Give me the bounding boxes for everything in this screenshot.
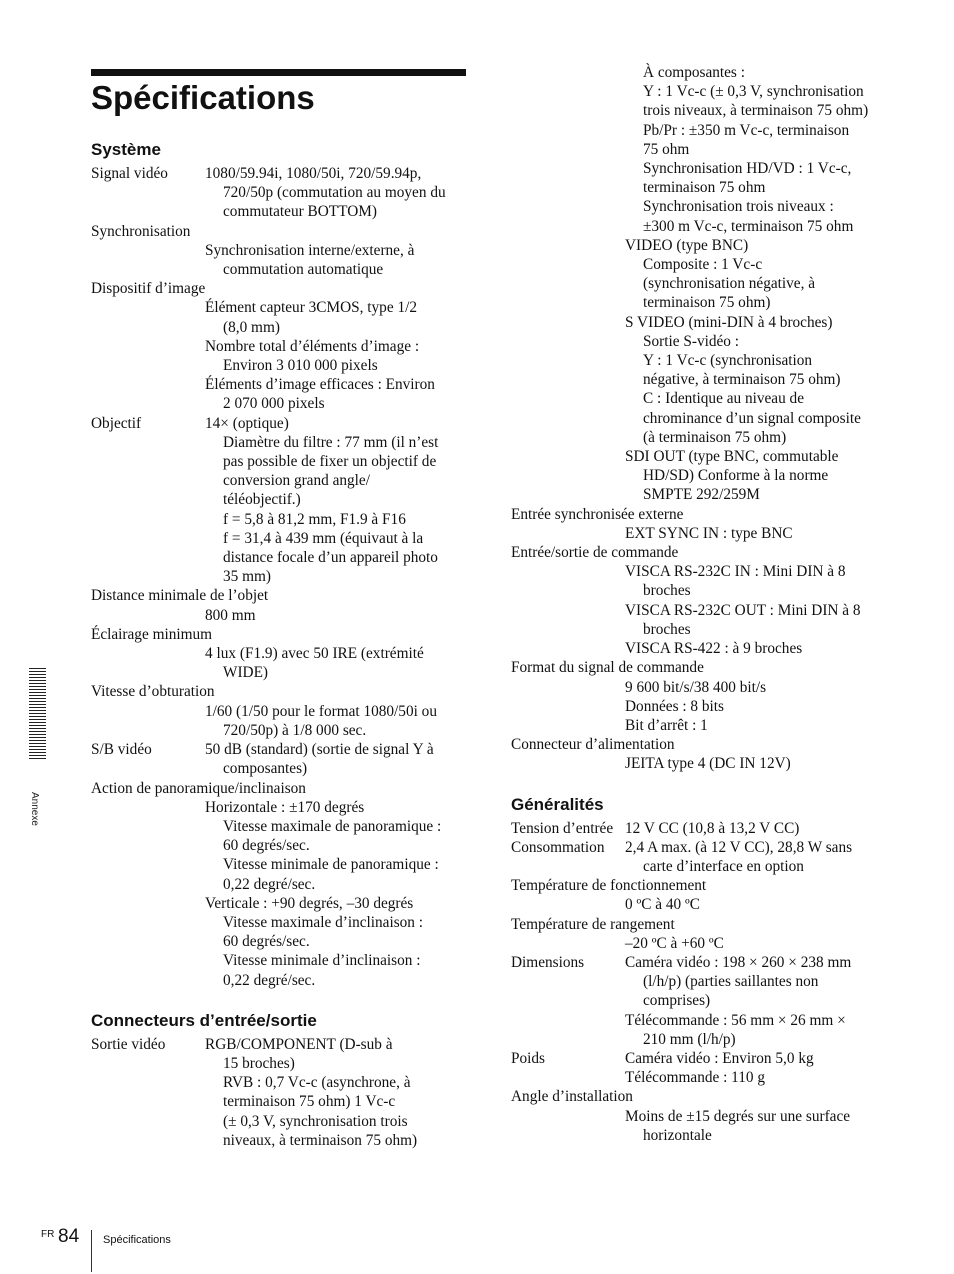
page-title: Spécifications [91,79,315,116]
spec-value-line: distance focale d’un appareil photo [223,549,438,567]
spec-value-line: Vitesse maximale d’inclinaison : [223,913,424,931]
spec-value-line: 720/50p) à 1/8 000 sec. [223,721,367,739]
spec-value-line: pas possible de fixer un objectif de [223,453,437,471]
section-gap [511,774,896,794]
connecteurs-spec-list [91,1035,466,1150]
footer-page-number: 84 [58,1226,80,1247]
spec-value-line: VISCA RS-422 : à 9 broches [625,640,803,658]
right-column [511,63,896,1145]
spec-label: Action de panoramique/inclinaison [91,779,306,797]
side-tab-label: Annexe [29,792,40,826]
spec-label: Sortie vidéo [91,1035,166,1053]
spec-value-line: composantes) [223,760,308,778]
spec-item [511,915,896,953]
generalites-spec-list [511,819,896,1145]
spec-label: Entrée synchronisée externe [511,505,684,523]
spec-item [511,819,896,838]
spec-label: Objectif [91,414,142,432]
spec-value-line: S VIDEO (mini-DIN à 4 broches) [625,313,833,331]
spec-value-line: Pb/Pr : ±350 m Vc-c, terminaison [643,121,850,139]
section-tab-marker [29,668,46,759]
spec-item [91,414,466,587]
spec-value-line: À composantes : [643,64,745,81]
spec-value-line: 2,4 A max. (à 12 V CC), 28,8 W sans [625,838,853,856]
spec-value-line: C : Identique au niveau de [643,390,804,408]
spec-value-line: 75 ohm [643,140,690,158]
spec-label: Dispositif d’image [91,280,206,298]
spec-value-line: HD/SD) Conforme à la norme [643,467,829,485]
spec-value-line: 1080/59.94i, 1080/50i, 720/59.94p, [205,165,422,182]
spec-value-line: broches [643,620,691,638]
spec-value-line: (à terminaison 75 ohm) [643,428,787,446]
spec-value-line: –20 ºC à +60 ºC [625,934,724,952]
spec-value-line: broches [643,582,691,600]
spec-value-line: terminaison 75 ohm) 1 Vc-c [223,1093,396,1111]
spec-value-line: RGB/COMPONENT (D-sub à [205,1035,393,1053]
spec-value-line: JEITA type 4 (DC IN 12V) [625,755,791,773]
spec-value-line: (8,0 mm) [223,318,280,336]
spec-value-line: Verticale : +90 degrés, –30 degrés [205,894,414,912]
spec-item [91,164,466,222]
spec-item [511,838,896,876]
spec-label: Vitesse d’obturation [91,683,215,701]
spec-item [511,658,896,735]
spec-value-line: SDI OUT (type BNC, commutable [625,448,839,466]
spec-label: S/B vidéo [91,741,152,759]
spec-value-line: 720/50p (commutation au moyen du [223,184,446,202]
spec-value-line: 12 V CC (10,8 à 13,2 V CC) [625,819,800,837]
spec-value-line: Composite : 1 Vc-c [643,256,763,274]
spec-value-line: Télécommande : 56 mm × 26 mm × [625,1011,846,1029]
spec-value-line: Moins de ±15 degrés sur une surface [625,1107,851,1125]
spec-value-line: SMPTE 292/259M [643,486,760,504]
spec-value-line: 15 broches) [223,1054,295,1072]
spec-label: Poids [511,1049,546,1067]
spec-value-line: niveaux, à terminaison 75 ohm) [223,1131,418,1149]
spec-value-line: Sortie S-vidéo : [643,332,740,350]
spec-value-line: Y : 1 Vc-c (synchronisation [643,352,813,370]
spec-value-line: commutation automatique [223,261,384,279]
spec-item [511,1049,896,1087]
spec-label: Température de fonctionnement [511,877,707,895]
spec-value-line: VISCA RS-232C IN : Mini DIN à 8 [625,563,846,581]
spec-item [511,953,896,1049]
spec-item [91,740,466,778]
spec-value-line: Caméra vidéo : Environ 5,0 kg [625,1049,814,1067]
spec-value-line: VISCA RS-232C OUT : Mini DIN à 8 [625,601,861,619]
spec-value-line: ±300 m Vc-c, terminaison 75 ohm [643,217,854,235]
spec-value-line: terminaison 75 ohm [643,179,766,197]
spec-value-line: Données : 8 bits [625,697,724,715]
spec-value-line: 210 mm (l/h/p) [643,1030,736,1048]
spec-value-line: 35 mm) [223,568,272,586]
spec-value-line: Nombre total d’éléments d’image : [205,337,420,355]
spec-value-line: Élément capteur 3CMOS, type 1/2 [205,299,417,317]
spec-item [511,876,896,914]
spec-label: Distance minimale de l’objet [91,587,269,605]
footer-language: FR [41,1229,55,1240]
spec-value-line: 14× (optique) [205,414,289,432]
spec-item [91,779,466,990]
spec-label: Connecteur d’alimentation [511,736,675,754]
section-heading-systeme: Système [91,140,161,159]
spec-value-line: 800 mm [205,606,256,624]
spec-value-line: Synchronisation interne/externe, à [205,241,415,259]
spec-label: Consommation [511,838,605,856]
spec-value-line: terminaison 75 ohm) [643,294,771,312]
spec-value-line: 60 degrés/sec. [223,933,310,951]
spec-value-line: 9 600 bit/s/38 400 bit/s [625,678,767,696]
spec-value-line: (± 0,3 V, synchronisation trois [223,1112,408,1130]
spec-value-line: Vitesse maximale de panoramique : [223,817,442,835]
spec-value-line: RVB : 0,7 Vc-c (asynchrone, à [223,1074,411,1092]
spec-value-line: Vitesse minimale d’inclinaison : [223,952,421,970]
spec-value-line: Bit d’arrêt : 1 [625,716,708,734]
spec-value-line: 0 ºC à 40 ºC [625,896,700,914]
spec-value-line: horizontale [643,1126,712,1144]
spec-label: Format du signal de commande [511,659,704,677]
spec-value-line: (synchronisation négative, à [643,275,816,293]
spec-value-line: commutateur BOTTOM) [223,203,377,221]
spec-value-line: 2 070 000 pixels [223,395,325,413]
spec-item [91,625,466,683]
spec-value-line: 50 dB (standard) (sortie de signal Y à [205,741,434,759]
spec-item [91,586,466,624]
spec-label: Dimensions [511,953,585,971]
spec-label: Température de rangement [511,915,675,933]
spec-item [511,1087,896,1145]
spec-item [91,279,466,413]
spec-value-line: Horizontale : ±170 degrés [205,798,365,816]
spec-value-line: Environ 3 010 000 pixels [223,357,378,375]
spec-value-line: conversion grand angle/ [223,472,370,490]
spec-value-line: 0,22 degré/sec. [223,875,316,893]
spec-value-line: Vitesse minimale de panoramique : [223,856,439,874]
spec-label: Angle d’installation [511,1088,633,1106]
spec-value-line: 60 degrés/sec. [223,837,310,855]
systeme-spec-list [91,164,466,990]
spec-value-line: f = 5,8 à 81,2 mm, F1.9 à F16 [223,510,406,528]
spec-label: Entrée/sortie de commande [511,544,679,562]
spec-value-line: téléobjectif.) [223,491,301,509]
spec-value-line: 4 lux (F1.9) avec 50 IRE (extrémité [205,645,424,663]
section-gap [91,990,466,1010]
spec-item [91,682,466,740]
spec-value-line: négative, à terminaison 75 ohm) [643,371,841,389]
spec-value-line: (l/h/p) (parties saillantes non [643,973,819,991]
left-column [91,139,466,1150]
spec-label: Synchronisation [91,222,191,240]
spec-value-line: Synchronisation HD/VD : 1 Vc-c, [643,160,852,178]
title-rule [91,69,466,76]
spec-item [91,222,466,280]
spec-item [511,505,896,543]
spec-value-line: trois niveaux, à terminaison 75 ohm) [643,102,869,120]
spec-value-line: EXT SYNC IN : type BNC [625,524,793,542]
section-heading-connecteurs: Connecteurs d’entrée/sortie [91,1010,317,1030]
spec-value-line: f = 31,4 à 439 mm (équivaut à la [223,529,424,547]
spec-item [511,543,896,658]
spec-label: Tension d’entrée [511,819,614,837]
spec-label: Signal vidéo [91,165,168,182]
spec-label: Éclairage minimum [91,625,213,643]
spec-value-line: carte d’interface en option [643,857,804,875]
spec-item [511,735,896,773]
spec-value-line: VIDEO (type BNC) [625,236,749,254]
spec-value-line: Y : 1 Vc-c (± 0,3 V, synchronisation [643,83,864,101]
spec-item [91,1035,466,1150]
footer-section-name: Spécifications [103,1234,171,1246]
spec-value-line: Caméra vidéo : 198 × 260 × 238 mm [625,953,852,971]
continued-lines [511,63,896,505]
footer-divider [91,1230,92,1272]
spec-value-line: Télécommande : 110 g [625,1069,766,1087]
connecteurs-more-list [511,505,896,774]
spec-value-line: 0,22 degré/sec. [223,971,316,989]
spec-value-line: WIDE) [223,664,269,682]
section-heading-generalites: Généralités [511,794,604,814]
spec-value-line: chrominance d’un signal composite [643,409,861,427]
spec-value-line: Synchronisation trois niveaux : [643,198,834,216]
spec-value-line: Éléments d’image efficaces : Environ [205,376,435,394]
spec-value-line: Diamètre du filtre : 77 mm (il n’est [223,433,439,451]
spec-value-line: 1/60 (1/50 pour le format 1080/50i ou [205,702,437,720]
spec-value-line: comprises) [643,992,711,1010]
